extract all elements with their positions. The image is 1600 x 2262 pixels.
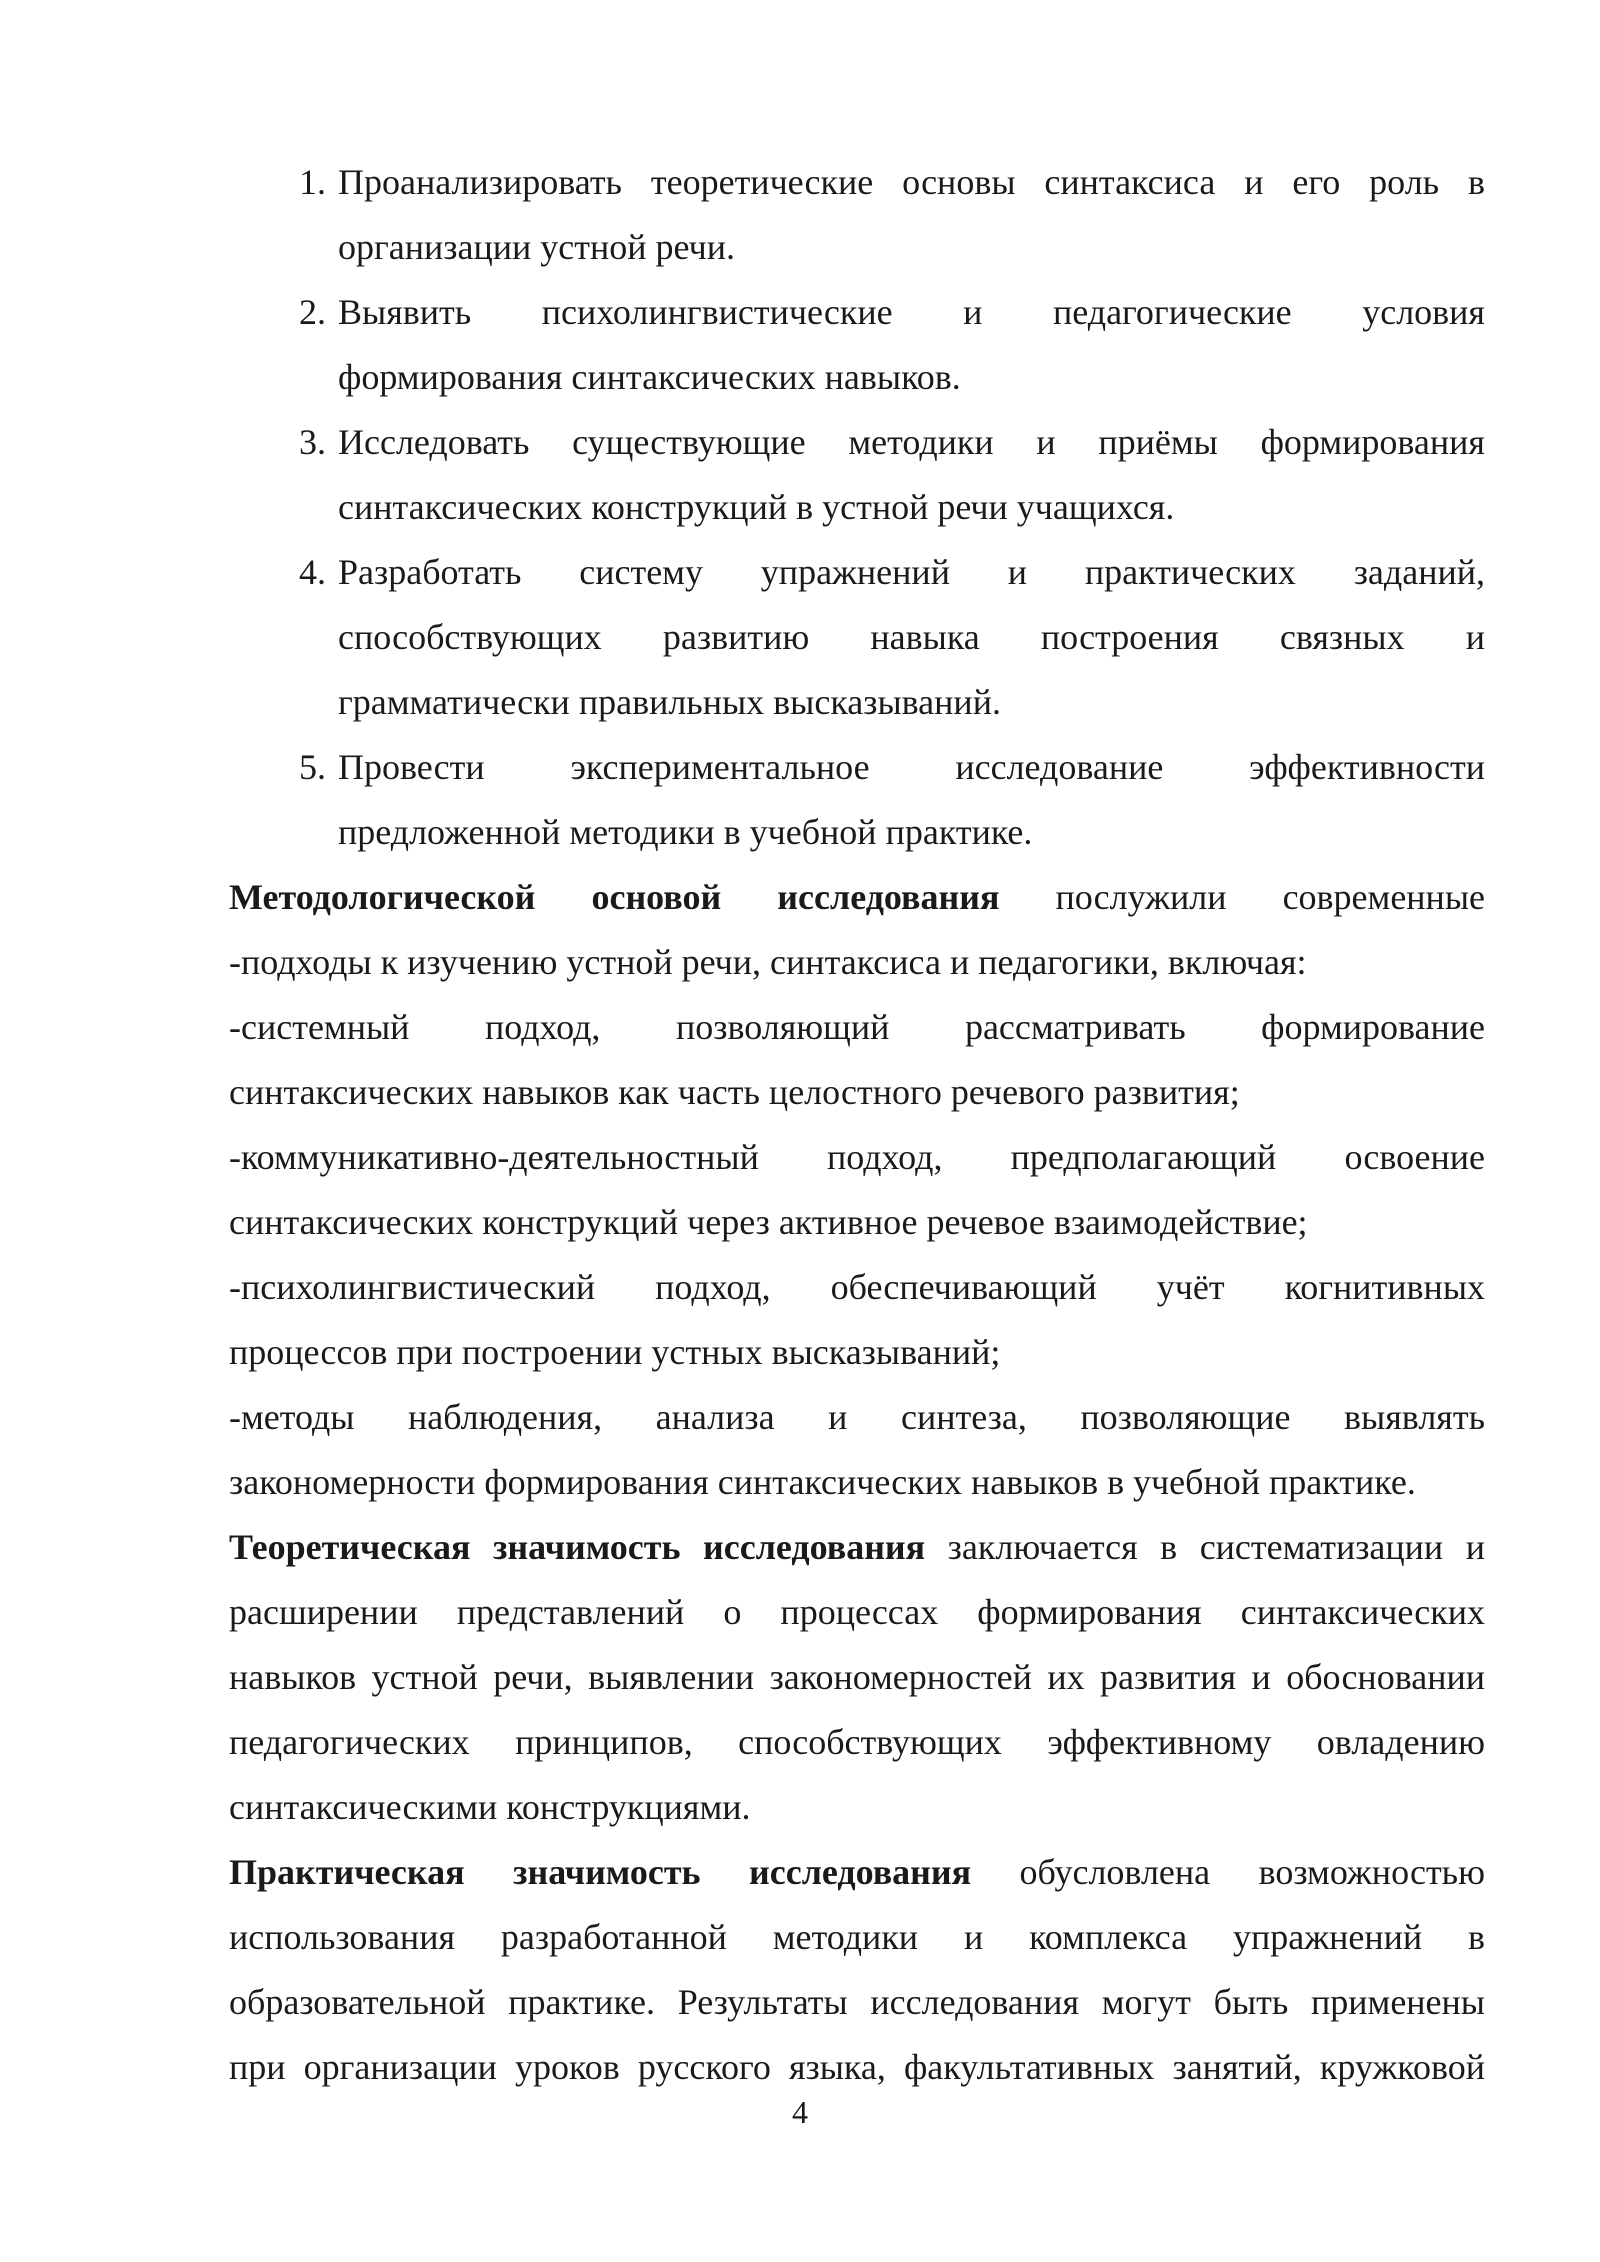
list-item-text: Разработать систему упражнений и практических заданий, [338,552,1485,592]
list-item [229,735,1485,800]
methodology-heading: Методологической основой исследования [229,877,1000,917]
paragraph-line: педагогических принципов, способствующих эффективному овладению [229,1722,1485,1762]
list-item-text: Выявить психолингвистические и педагогические условия [338,292,1485,332]
list-item-number: 4. [299,552,326,592]
paragraph-line: при организации уроков русского языка, факультативных занятий, кружковой [229,2047,1485,2087]
list-item-text-continued: организации устной речи. [338,227,735,267]
list-item-number: 2. [299,292,326,332]
practical-heading: Практическая значимость исследования [229,1852,972,1892]
approach-item-continued: синтаксических навыков как часть целостного речевого развития; [229,1072,1240,1112]
methodology-paragraph [229,865,1485,1515]
list-item [229,540,1485,605]
list-item-number: 3. [299,422,326,462]
approach-item: -системный подход, позволяющий рассматривать формирование [229,1007,1485,1047]
list-item-number: 1. [299,162,326,202]
paragraph-line: образовательной практике. Результаты исследования могут быть применены [229,1982,1485,2022]
list-item-text-continued: грамматически правильных высказываний. [338,682,1001,722]
list-item [229,150,1485,215]
list-item-text: Провести экспериментальное исследование эффективности [338,747,1485,787]
approach-item: -методы наблюдения, анализа и синтеза, позволяющие выявлять [229,1397,1485,1437]
approach-item-continued: синтаксических конструкций через активное речевое взаимодействие; [229,1202,1308,1242]
approach-item-continued: процессов при построении устных высказываний; [229,1332,1001,1372]
list-item-text-continued: предложенной методики в учебной практике. [338,812,1033,852]
list-item-text-continued: синтаксических конструкций в устной речи учащихся. [338,487,1175,527]
paragraph-line: навыков устной речи, выявлении закономерностей их развития и обосновании [229,1657,1485,1697]
theoretical-paragraph [229,1515,1485,1840]
list-item-number: 5. [299,747,326,787]
paragraph-line: синтаксическими конструкциями. [229,1787,751,1827]
paragraph-line: использования разработанной методики и комплекса упражнений в [229,1917,1485,1957]
list-item-text: Исследовать существующие методики и приёмы формирования [338,422,1485,462]
approach-item: -психолингвистический подход, обеспечивающий учёт когнитивных [229,1267,1485,1307]
document-page [229,150,1485,2100]
theoretical-first-line: Теоретическая значимость исследования заключается в систематизации и [229,1527,1485,1567]
practical-paragraph [229,1840,1485,2100]
practical-first-line: Практическая значимость исследования обусловлена возможностью [229,1852,1485,1892]
paragraph-line: расширении представлений о процессах формирования синтаксических [229,1592,1485,1632]
list-item-text-continued: способствующих развитию навыка построения связных и [338,617,1485,657]
approach-item: -коммуникативно-деятельностный подход, предполагающий освоение [229,1137,1485,1177]
methodology-first-line: Методологической основой исследования послужили современные [229,877,1485,917]
approach-item-continued: закономерности формирования синтаксических навыков в учебной практике. [229,1462,1416,1502]
list-item-text: Проанализировать теоретические основы синтаксиса и его роль в [338,162,1485,202]
tasks-list [229,150,1485,865]
page-number: 4 [792,2094,808,2130]
list-item [229,410,1485,475]
paragraph-line: -подходы к изучению устной речи, синтаксиса и педагогики, включая: [229,942,1307,982]
theoretical-heading: Теоретическая значимость исследования [229,1527,926,1567]
list-item-text-continued: формирования синтаксических навыков. [338,357,961,397]
list-item [229,280,1485,345]
